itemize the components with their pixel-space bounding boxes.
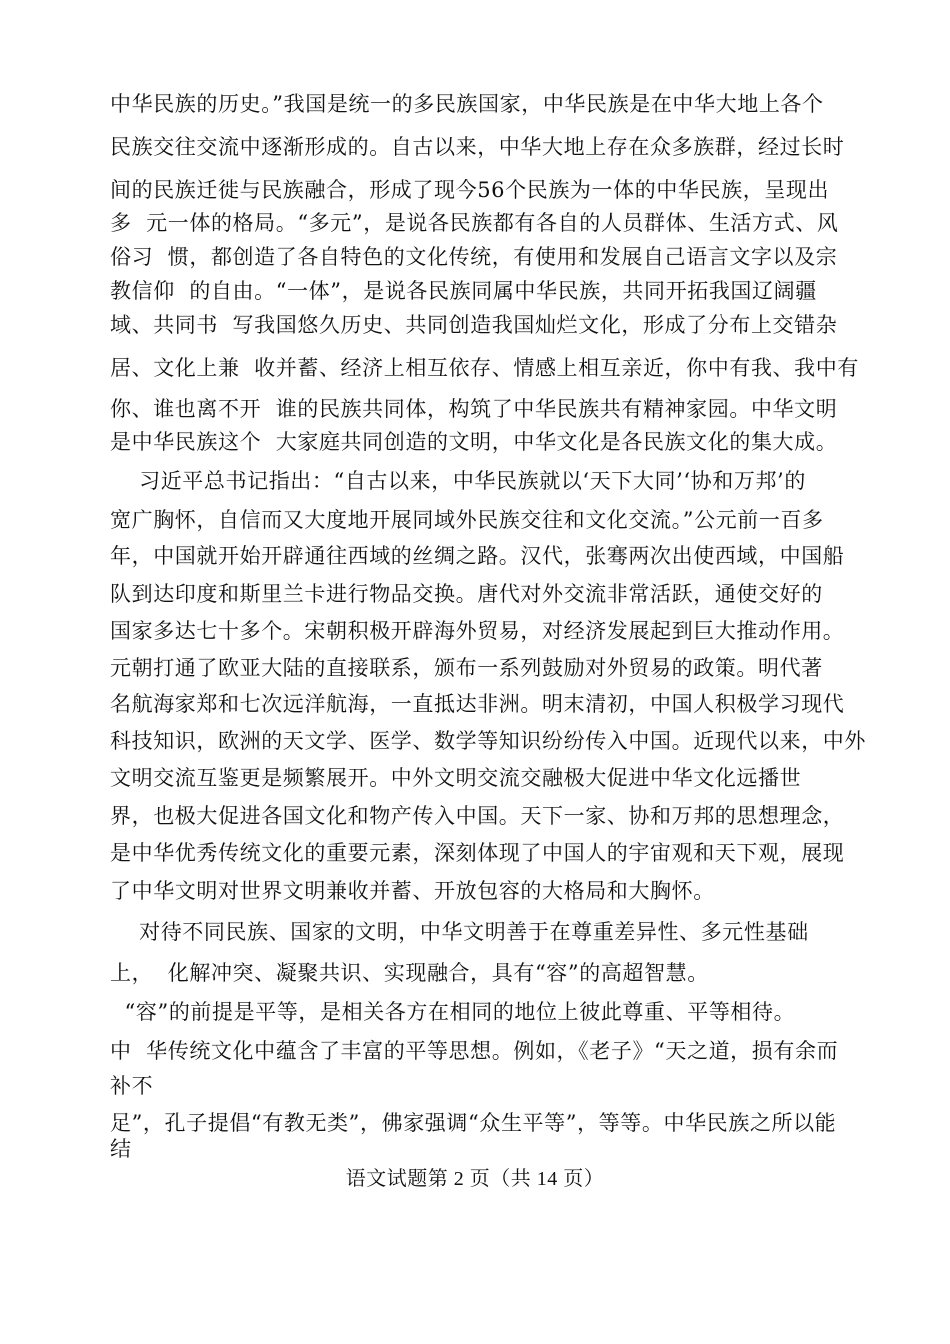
text-line: 科技知识，欧洲的天文学、医学、数学等知识纷纷传入中国。近现代以来，中外 xyxy=(110,729,866,753)
text-line: 文明交流互鉴更是频繁展开。中外文明交流交融极大促进中华文化远播世 xyxy=(110,766,802,790)
text-line: 年，中国就开始开辟通往西域的丝绸之路。汉代，张骞两次出使西域，中国船 xyxy=(110,544,845,568)
text-line: 上， 化解冲突、凝聚共识、实现融合，具有“容”的高超智慧。 xyxy=(110,961,709,985)
text-line: 补不 xyxy=(110,1074,154,1098)
text-line: 教信仰 的自由。“一体”，是说各民族同属中华民族，共同开拓我国辽阔疆 xyxy=(110,279,817,303)
text-line: “容”的前提是平等，是相关各方在相同的地位上彼此尊重、平等相待。 xyxy=(110,1000,796,1024)
text-line: 了中华文明对世界文明兼收并蓄、开放包容的大格局和大胸怀。 xyxy=(110,879,715,903)
text-line: 足”，孔子提倡“有教无类”，佛家强调“众生平等”，等等。中华民族之所以能 xyxy=(110,1111,837,1135)
text-line: 居、文化上兼 收并蓄、经济上相互依存、情感上相互亲近，你中有我、我中有 xyxy=(110,356,859,380)
text-line: 是中华民族这个 大家庭共同创造的文明，中华文化是各民族文化的集大成。 xyxy=(110,430,838,454)
text-line: 元朝打通了欧亚大陆的直接联系，颁布一系列鼓励对外贸易的政策。明代著 xyxy=(110,656,823,680)
text-line: 俗习 惯，都创造了各自特色的文化传统，有使用和发展自己语言文字以及宗 xyxy=(110,245,838,269)
text-line: 界，也极大促进各国文化和物产传入中国。天下一家、协和万邦的思想理念， xyxy=(110,804,845,828)
text-line: 域、共同书 写我国悠久历史、共同创造我国灿烂文化，形成了分布上交错杂 xyxy=(110,313,838,337)
text-line: 中华民族的历史。”我国是统一的多民族国家，中华民族是在中华大地上各个 xyxy=(110,92,824,116)
text-line: 结 xyxy=(110,1137,132,1161)
text-line: 名航海家郑和七次远洋航海，一直抵达非洲。明末清初，中国人积极学习现代 xyxy=(110,692,845,716)
text-line: 国家多达七十多个。宋朝积极开辟海外贸易，对经济发展起到巨大推动作用。 xyxy=(110,619,845,643)
text-line: 习近平总书记指出：“自古以来，中华民族就以‘天下大同’‘协和万邦’的 xyxy=(110,469,806,493)
text-line: 宽广胸怀，自信而又大度地开展同域外民族交往和文化交流。”公元前一百多 xyxy=(110,508,824,532)
text-line: 中 华传统文化中蕴含了丰富的平等思想。例如，《老子》“天之道，损有余而 xyxy=(110,1039,839,1063)
text-line: 多 元一体的格局。“多元”，是说各民族都有各自的人员群体、生活方式、风 xyxy=(110,211,839,235)
text-line: 你、谁也离不开 谁的民族共同体，构筑了中华民族共有精神家园。中华文明 xyxy=(110,397,838,421)
text-line: 是中华优秀传统文化的重要元素，深刻体现了中国人的宇宙观和天下观，展现 xyxy=(110,841,845,865)
text-line: 间的民族迁徙与民族融合，形成了现今56个民族为一体的中华民族，呈现出 xyxy=(110,178,830,202)
text-line: 队到达印度和斯里兰卡进行物品交换。唐代对外交流非常活跃，通使交好的 xyxy=(110,582,823,606)
text-line: 民族交往交流中逐渐形成的。自古以来，中华大地上存在众多族群，经过长时 xyxy=(110,135,845,159)
page-footer: 语文试题第 2 页（共 14 页） xyxy=(345,1168,605,1190)
text-line: 对待不同民族、国家的文明，中华文明善于在尊重差异性、多元性基础 xyxy=(110,920,809,944)
